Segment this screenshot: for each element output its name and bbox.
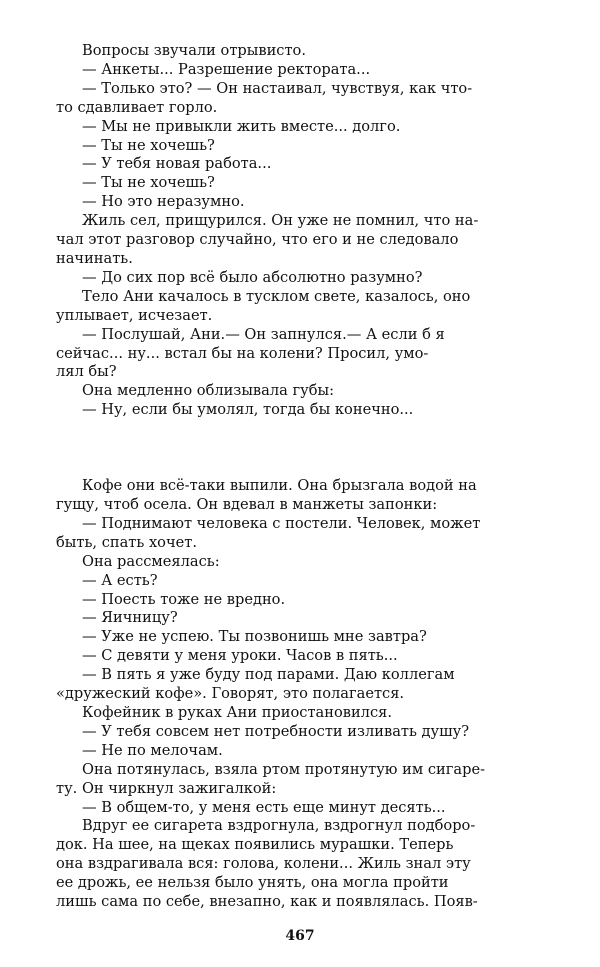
book-page-text	[56, 42, 546, 912]
text-line: — Ты не хочешь?	[82, 136, 215, 154]
text-line: чал этот разговор случайно, что его и не следовало	[56, 231, 459, 249]
text-line: — Поесть тоже не вредно.	[82, 590, 286, 608]
text-section-1	[56, 42, 546, 420]
text-line: Она медленно облизывала губы:	[82, 382, 335, 400]
text-line: — До сих пор всё было абсолютно разумно?	[82, 268, 423, 286]
text-line: начинать.	[56, 249, 133, 267]
text-line: — У тебя новая работа...	[82, 155, 272, 173]
text-line: — А есть?	[82, 571, 158, 589]
text-line: уплывает, исчезает.	[56, 306, 213, 324]
text-line: то сдавливает горло.	[56, 98, 218, 116]
text-line: лишь сама по себе, внезапно, как и появлялась. Появ-	[56, 893, 478, 911]
text-line: Вдруг ее сигарета вздрогнула, вздрогнул подборо-	[82, 817, 476, 835]
text-line: Жиль сел, прищурился. Он уже не помнил, что на-	[82, 212, 479, 230]
text-line: быть, спать хочет.	[56, 533, 197, 551]
text-line: Кофейник в руках Ани приостановился.	[82, 704, 392, 721]
text-section-2	[56, 477, 546, 912]
text-line: — Ну, если бы умолял, тогда бы конечно...	[82, 401, 414, 419]
text-line: Вопросы звучали отрывисто.	[82, 42, 306, 59]
text-line: ее дрожь, ее нельзя было унять, она могла пройти	[56, 874, 449, 892]
text-line: она вздрагивала вся: голова, колени... Жиль знал эту	[56, 855, 471, 873]
text-line: — У тебя совсем нет потребности изливать душу?	[82, 722, 470, 740]
text-line: — Уже не успею. Ты позвонишь мне завтра?	[82, 628, 427, 646]
text-line: — В общем-то, у меня есть еще минут десять...	[82, 798, 446, 816]
text-line: Она рассмеялась:	[82, 552, 220, 570]
section-break	[56, 420, 546, 477]
text-line: — Мы не привыкли жить вместе... долго.	[82, 117, 401, 135]
text-line: Тело Ани качалось в тусклом свете, казалось, оно	[82, 287, 471, 305]
text-line: док. На шее, на щеках появились мурашки. Теперь	[56, 836, 454, 854]
text-line: — Не по мелочам.	[82, 741, 223, 759]
page-number: 467	[285, 928, 315, 944]
text-line: сейчас... ну... встал бы на колени? Просил, умо-	[56, 344, 429, 362]
text-line: ту. Он чиркнул зажигалкой:	[56, 779, 277, 797]
text-line: Кофе они всё-таки выпили. Она брызгала водой на	[82, 477, 477, 495]
text-line: — В пять я уже буду под парами. Даю коллегам	[82, 666, 455, 684]
text-line: Она потянулась, взяла ртом протянутую им сигаре-	[82, 760, 486, 778]
text-line: — Анкеты... Разрешение ректората...	[82, 60, 371, 78]
text-line: — Послушай, Ани.— Он запнулся.— А если б я	[82, 325, 445, 343]
text-line: «дружеский кофе». Говорят, это полагается.	[56, 685, 405, 703]
text-line: лял бы?	[56, 363, 117, 381]
text-line: — Поднимают человека с постели. Человек, может	[82, 514, 481, 532]
text-line: — Но это неразумно.	[82, 193, 245, 211]
text-line: — С девяти у меня уроки. Часов в пять...	[82, 647, 398, 665]
text-line: гущу, чтоб осела. Он вдевал в манжеты запонки:	[56, 496, 438, 514]
text-line: — Ты не хочешь?	[82, 174, 215, 192]
text-line: — Только это? — Он настаивал, чувствуя, как что-	[82, 79, 473, 97]
text-line: — Яичницу?	[82, 609, 178, 627]
